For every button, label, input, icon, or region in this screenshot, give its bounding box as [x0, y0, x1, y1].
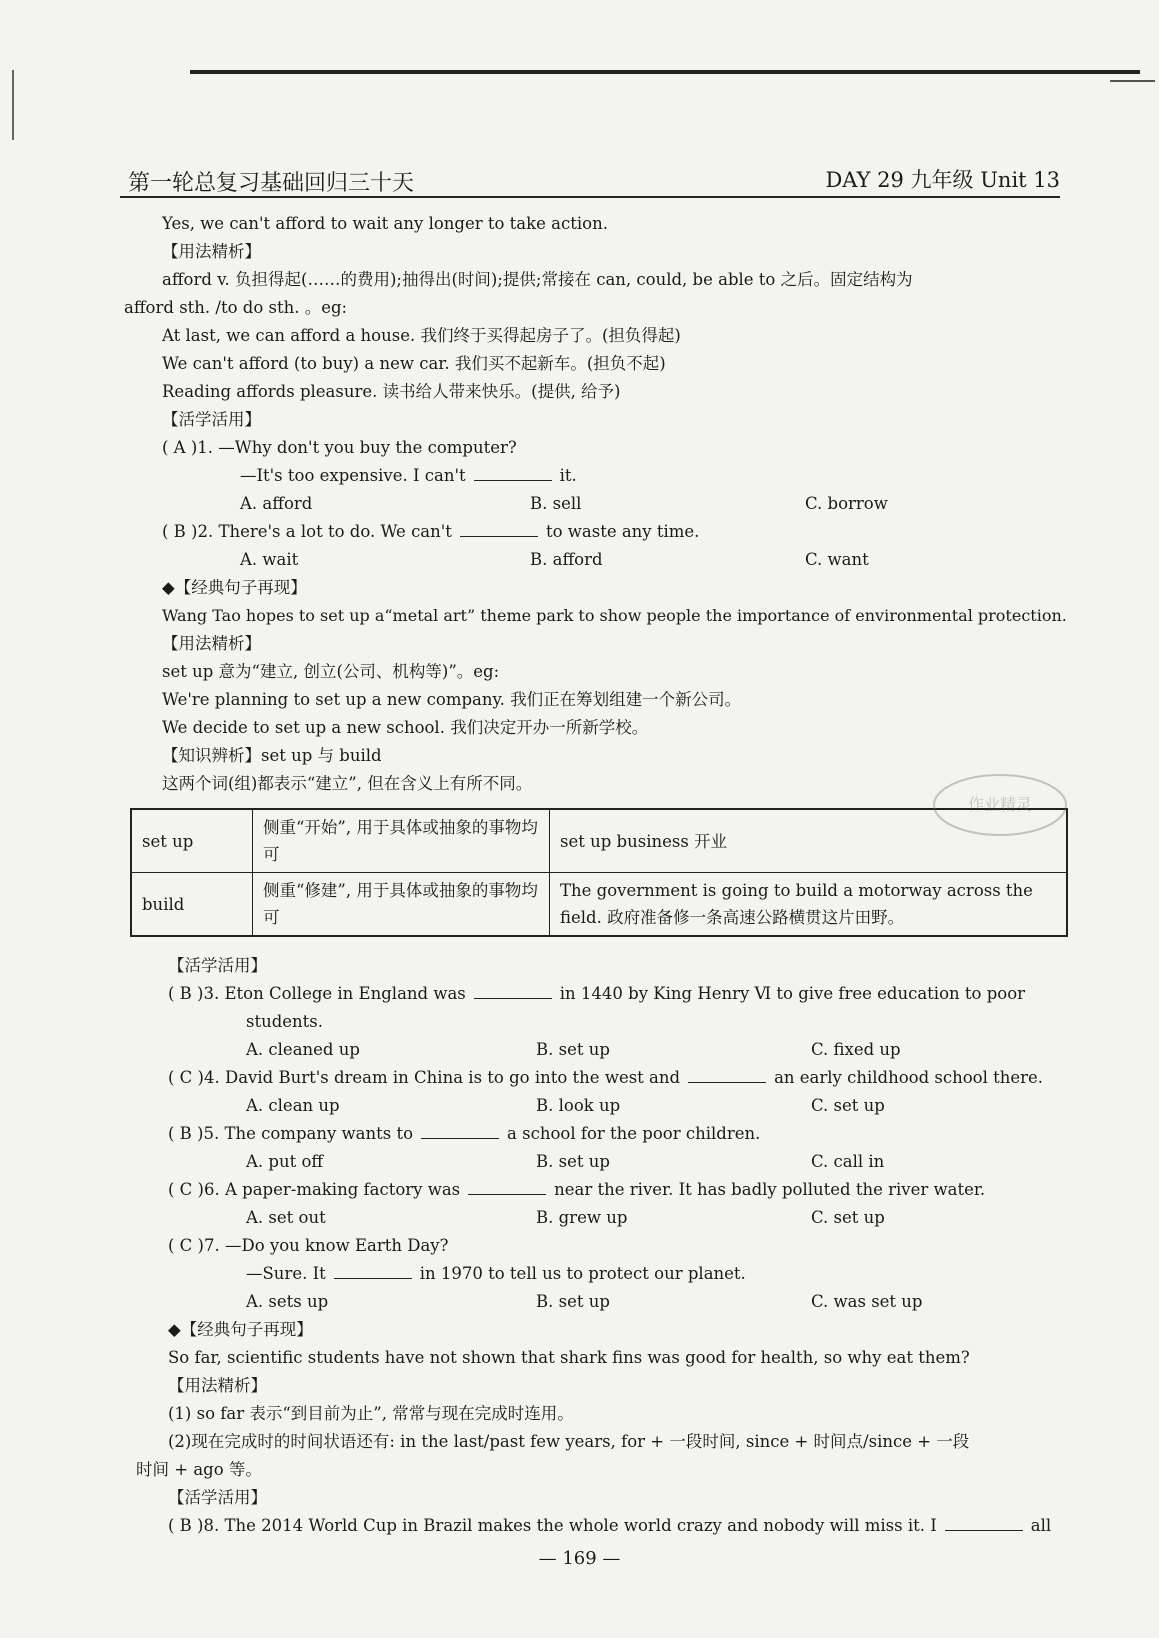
classic-sentence: Wang Tao hopes to set up a“metal art” theme park to show people the importance of environmental protection. — [162, 606, 1067, 625]
question-6-options — [168, 1204, 1083, 1232]
question-4-options — [168, 1092, 1083, 1120]
example-line: We decide to set up a new school. 我们决定开办一所新学校。 — [162, 718, 649, 737]
text-line: (2)现在完成时的时间状语还有: in the last/past few years, for + 一段时间, since + 时间点/since + 一段 — [168, 1432, 970, 1451]
table-row — [131, 809, 1067, 873]
question-4 — [168, 1064, 1083, 1092]
example-line: We're planning to set up a new company. 我们正在筹划组建一个新公司。 — [162, 690, 742, 709]
table-cell-example: The government is going to build a motorway across the field. 政府准备修一条高速公路横贯这片田野。 — [550, 873, 1068, 937]
page-header — [120, 162, 1060, 198]
comparison-table — [130, 808, 1068, 937]
question-3-options — [168, 1036, 1083, 1064]
text-line: 这两个词(组)都表示“建立”, 但在含义上有所不同。 — [162, 774, 533, 793]
question-7-options — [168, 1288, 1083, 1316]
option-a: A. afford — [240, 494, 313, 513]
option-b: B. set up — [536, 1040, 610, 1059]
option-b: B. afford — [530, 550, 603, 569]
text-line: (1) so far 表示“到目前为止”, 常常与现在完成时连用。 — [168, 1404, 574, 1423]
section-heading: 【活学活用】 — [162, 410, 261, 429]
option-c: C. fixed up — [811, 1040, 901, 1059]
option-a: A. sets up — [246, 1292, 329, 1311]
question-text: a school for the poor children. — [507, 1124, 761, 1143]
question-1: ( A )1. —Why don't you buy the computer? — [162, 438, 517, 457]
question-text: ( C )4. David Burt's dream in China is to go into the west and — [168, 1068, 681, 1087]
content-top — [124, 210, 1077, 798]
option-c: C. want — [805, 550, 869, 569]
table-cell-meaning: 侧重“开始”, 用于具体或抽象的事物均可 — [253, 809, 550, 873]
question-6 — [168, 1176, 1083, 1204]
answer-blank — [421, 1122, 499, 1139]
option-a: A. cleaned up — [246, 1040, 360, 1059]
question-text: —Sure. It — [246, 1264, 326, 1283]
question-text: it. — [559, 466, 577, 485]
question-text: an early childhood school there. — [774, 1068, 1044, 1087]
text-line: set up 意为“建立, 创立(公司、机构等)”。eg: — [162, 662, 500, 681]
table-cell-meaning: 侧重“修建”, 用于具体或抽象的事物均可 — [253, 873, 550, 937]
section-heading: 【活学活用】 — [168, 1488, 267, 1507]
section-heading: 【用法精析】 — [162, 634, 261, 653]
question-text: —It's too expensive. I can't — [240, 466, 466, 485]
question-text: all — [1030, 1516, 1052, 1535]
answer-blank — [474, 982, 552, 999]
text-line: 时间 + ago 等。 — [136, 1460, 262, 1479]
option-c: C. borrow — [805, 494, 888, 513]
question-7: ( C )7. —Do you know Earth Day? — [168, 1236, 449, 1255]
option-c: C. call in — [811, 1152, 885, 1171]
option-c: C. set up — [811, 1208, 885, 1227]
answer-blank — [945, 1514, 1023, 1531]
table-cell-word: set up — [131, 809, 253, 873]
example-line: At last, we can afford a house. 我们终于买得起房子了。(担负得起) — [162, 326, 681, 345]
question-7-line2 — [168, 1260, 1083, 1288]
answer-blank — [334, 1262, 412, 1279]
header-title: 第一轮总复习基础回归三十天 — [128, 171, 415, 196]
question-1-line2 — [162, 462, 1077, 490]
section-heading: 【用法精析】 — [162, 242, 261, 261]
section-heading: ◆【经典句子再现】 — [162, 578, 307, 597]
option-b: B. grew up — [536, 1208, 628, 1227]
question-text: in 1440 by King Henry Ⅵ to give free education to poor — [559, 984, 1026, 1003]
question-3 — [168, 980, 1083, 1008]
section-heading: 【活学活用】 — [168, 956, 267, 975]
option-a: A. wait — [240, 550, 299, 569]
question-text: to waste any time. — [545, 522, 700, 541]
option-c: C. set up — [811, 1096, 885, 1115]
content-bottom — [136, 952, 1083, 1540]
question-text: ( B )2. There's a lot to do. We can't — [162, 522, 452, 541]
example-line: Reading affords pleasure. 读书给人带来快乐。(提供, 给予) — [162, 382, 621, 401]
answer-blank — [688, 1066, 766, 1083]
question-text: ( B )8. The 2014 World Cup in Brazil makes the whole world crazy and nobody will miss it. I — [168, 1516, 937, 1535]
option-b: B. look up — [536, 1096, 621, 1115]
question-1-options — [162, 490, 1077, 518]
question-text: in 1970 to tell us to protect our planet. — [419, 1264, 746, 1283]
stamp-logo — [930, 770, 1070, 840]
option-b: B. set up — [536, 1152, 610, 1171]
stamp-text: 作业精灵 — [967, 795, 1033, 814]
section-heading: ◆【经典句子再现】 — [168, 1320, 313, 1339]
page-edge-mark — [12, 70, 14, 140]
text-line: Yes, we can't afford to wait any longer to take action. — [162, 214, 608, 233]
question-text: near the river. It has badly polluted the river water. — [554, 1180, 986, 1199]
example-line: We can't afford (to buy) a new car. 我们买不起新车。(担负不起) — [162, 354, 666, 373]
question-8 — [168, 1512, 1083, 1540]
question-text: ( C )6. A paper-making factory was — [168, 1180, 461, 1199]
answer-blank — [474, 464, 552, 481]
question-5 — [168, 1120, 1083, 1148]
section-heading: 【用法精析】 — [168, 1376, 267, 1395]
option-a: A. set out — [246, 1208, 326, 1227]
option-b: B. sell — [530, 494, 582, 513]
answer-blank — [468, 1178, 546, 1195]
table-cell-word: build — [131, 873, 253, 937]
table-row — [131, 873, 1067, 937]
question-2-options — [162, 546, 1077, 574]
top-rule-short — [1110, 80, 1155, 82]
question-text: ( B )5. The company wants to — [168, 1124, 414, 1143]
text-line: afford v. 负担得起(……的费用);抽得出(时间);提供;常接在 can, could, be able to 之后。固定结构为 — [162, 270, 913, 289]
top-rule — [190, 70, 1140, 74]
text-line: afford sth. /to do sth. 。eg: — [124, 298, 348, 317]
section-heading: 【知识辨析】set up 与 build — [162, 746, 382, 765]
question-5-options — [168, 1148, 1083, 1176]
option-b: B. set up — [536, 1292, 610, 1311]
page-number: — 169 — — [538, 1548, 621, 1569]
option-a: A. put off — [246, 1152, 324, 1171]
header-day-unit: DAY 29 九年级 Unit 13 — [825, 168, 1060, 192]
question-2 — [162, 518, 1077, 546]
option-a: A. clean up — [246, 1096, 340, 1115]
question-text: ( B )3. Eton College in England was — [168, 984, 466, 1003]
classic-sentence: So far, scientific students have not shown that shark fins was good for health, so why eat them? — [168, 1348, 970, 1367]
table-cell-example: set up business 开业 — [550, 809, 1068, 873]
option-c: C. was set up — [811, 1292, 923, 1311]
answer-blank — [460, 520, 538, 537]
question-3-cont: students. — [246, 1012, 324, 1031]
